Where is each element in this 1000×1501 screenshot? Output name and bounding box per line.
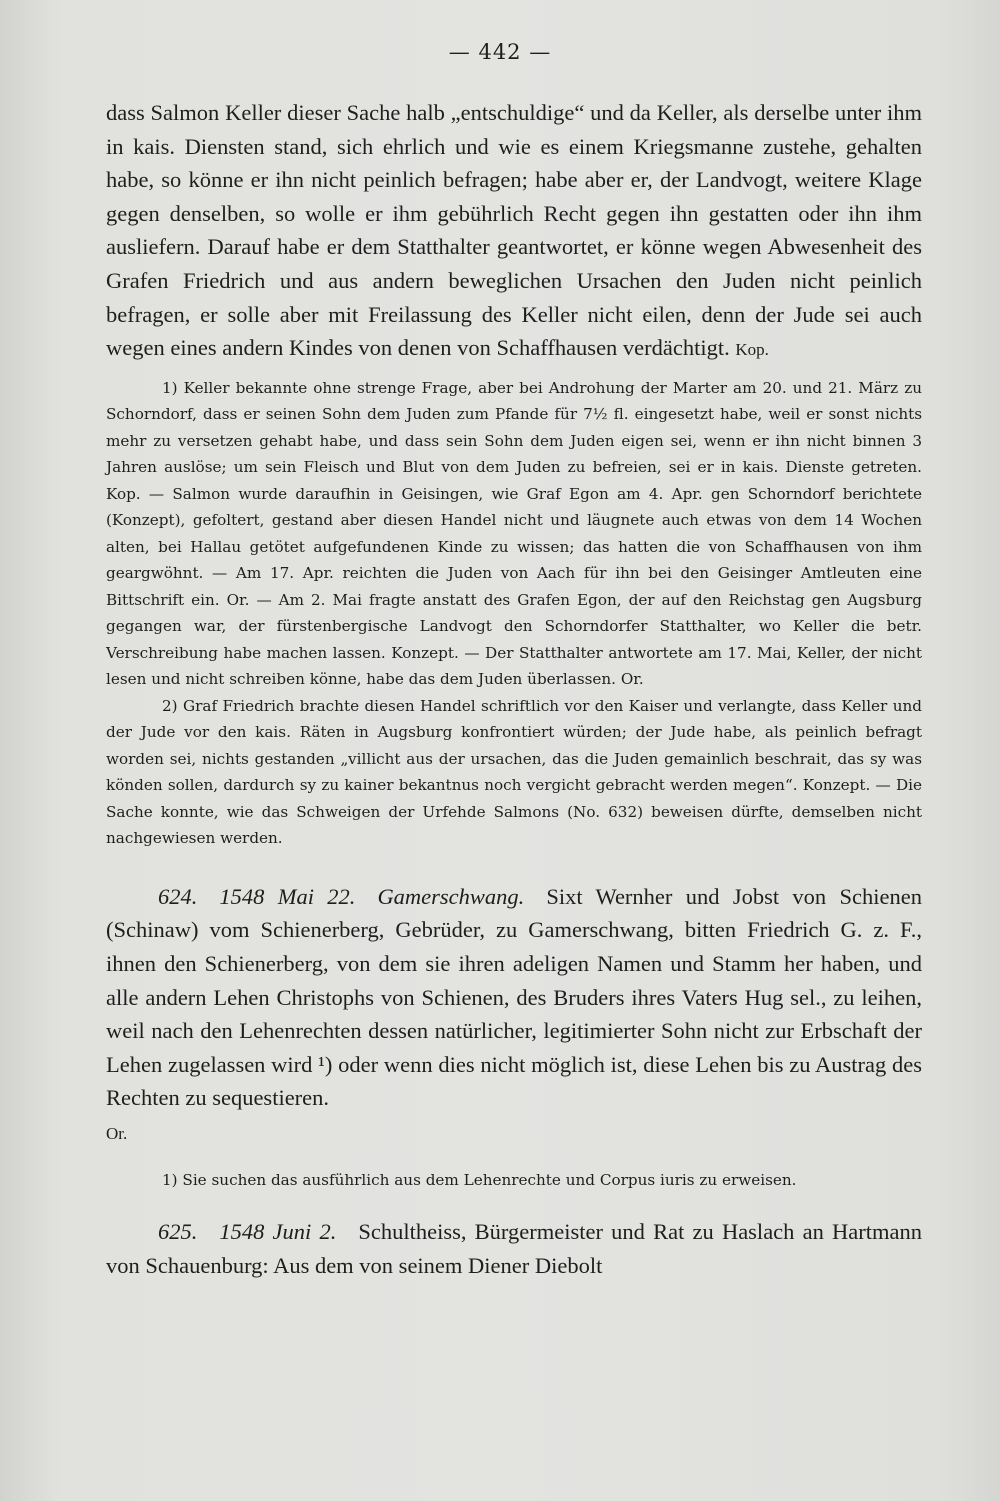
footnote-1: 1) Keller bekannte ohne strenge Frage, aber bei Androhung der Marter am 20. und 21. März zu Schorndorf, dass er seinen Sohn dem Juden zum Pfande für 7½ fl. eingesetzt habe, weil er sonst nichts mehr zu versetzen gehabt habe, und dass sein Sohn dem Juden eigen sei, wenn er ihn nicht binnen 3 Jahren auslöse; um sein Fleisch und Blut von dem Juden zu befreien, sei er in kais. Dienste getreten. Kop. — Salmon wurde daraufhin in Geisingen, wie Graf Egon am 4. Apr. gen Schorndorf berichtete (Konzept), gefoltert, gestand aber diesen Handel nicht und läugnete auch etwas von dem 14 Wochen alten, bei Hallau getötet aufgefundenen Kinde zu wissen; das hatten die von Schaffhausen von ihm geargwöhnt. — Am 17. Apr. reichten die Juden von Aach für ihn bei den Geisinger Amtleuten eine Bittschrift ein. Or. — Am 2. Mai fragte anstatt des Grafen Egon, der auf den Reichstag gen Augsburg gegangen war, der fürstenbergische Landvogt den Schorndorfer Statthalter, wo Keller die betr. Verschreibung habe machen lassen. Konzept. — Der Statthalter antwortete am 17. Mai, Keller, der nicht lesen und nicht schreiben könne, habe das dem Juden überlassen. Or. bbox=[106, 378, 922, 689]
entry-number: 624. bbox=[158, 883, 198, 909]
entry-source: Or. bbox=[106, 1123, 128, 1143]
entry-number: 625. bbox=[158, 1219, 198, 1244]
entry-624-footnote: 1) Sie suchen das ausführlich aus dem Lehenrechte und Corpus iuris zu erweisen. bbox=[162, 1170, 797, 1189]
entry-date: 1548 Juni 2. bbox=[219, 1219, 337, 1244]
footnote-2: 2) Graf Friedrich brachte diesen Handel schriftlich vor den Kaiser und verlangte, dass Keller und der Jude vor den kais. Räten in Augsburg konfrontiert würden; der Jude habe, als peinlich befragt worden sei, nichts gestanden „villicht aus der ursachen, das die Juden gemainlich beschrait, das sy was könden sollen, dardurch sy zu kainer bekantnus noch vergicht gebracht werden megen“. Konzept. — Die Sache konnte, wie das Schweigen der Urfehde Salmons (No. 632) beweisen dürfte, demselben nicht nachgewiesen werden. bbox=[106, 696, 922, 848]
entry-date: 1548 Mai 22. bbox=[219, 883, 356, 909]
paragraph-continued bbox=[106, 96, 922, 367]
entry-text: Schultheiss, Bürgermeister und Rat zu Haslach an Hartmann von Schauenburg: Aus dem von seinem Diener Diebolt bbox=[106, 1219, 922, 1278]
entry-place: Gamerschwang. bbox=[377, 883, 525, 909]
page-number: — 442 — bbox=[448, 40, 552, 64]
paragraph-text: dass Salmon Keller dieser Sache halb „entschuldige“ und da Keller, als derselbe unter ihm in kais. Diensten stand, sich ehrlich und wie es einem Kriegsmanne zustehe, gehalten habe, so könne er ihn nicht peinlich befragen; habe aber er, der Landvogt, weitere Klage gegen denselben, so wolle er ihm gebührlich Recht gegen ihn gestatten oder ihn ihm ausliefern. Darauf habe er dem Statthalter geantwortet, er könne wegen Abwesenheit des Grafen Friedrich und aus andern beweglichen Ursachen den Juden nicht peinlich befragen, er solle aber mit Freilassung des Keller nicht eilen, denn der Jude sei auch wegen eines andern Kindes von denen von Schaffhausen verdächtigt. bbox=[106, 100, 922, 361]
entry-625 bbox=[106, 1215, 922, 1282]
source-note: Kop. bbox=[735, 340, 769, 360]
entry-text: Sixt Wernher und Jobst von Schienen (Schinaw) vom Schienerberg, Gebrüder, zu Gamerschwang, bitten Friedrich G. z. F., ihnen den Schienerberg, von dem sie ihren adeligen Namen und Stamm her haben, und alle andern Lehen Christophs von Schienen, des Bruders ihres Vaters Hug sel., zu leihen, weil nach den Lehenrechten dessen natürlicher, legitimierter Sohn nicht zur Erbschaft der Lehen zugelassen wird ¹) oder wenn dies nicht möglich ist, diese Lehen bis zu Austrag des Rechten zu sequestieren. bbox=[106, 883, 922, 1111]
entry-624 bbox=[106, 880, 922, 1151]
page-body bbox=[106, 96, 922, 1282]
